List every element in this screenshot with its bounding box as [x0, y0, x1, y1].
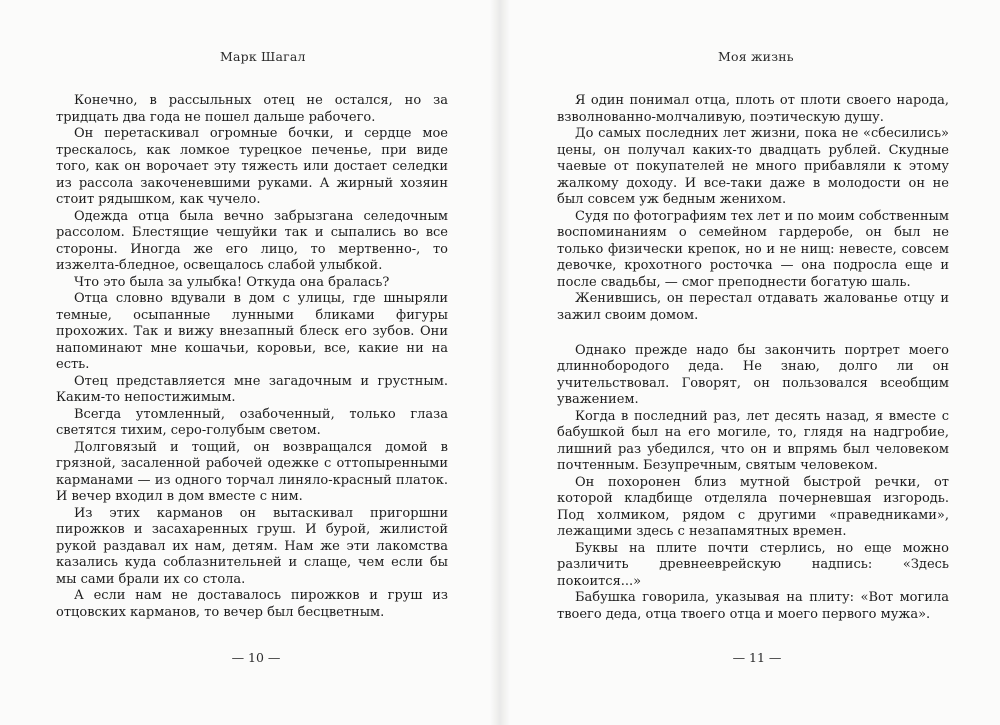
paragraph: До самых последних лет жизни, пока не «сбесились» цены, он получал каких-то двадцать рублей. Скудные чаевые от покупателей не много прибавляли к этому жалкому доходу. И все-таки даже в молодости он не был совсем уж бедным женихом. — [557, 126, 949, 207]
paragraph: Долговязый и тощий, он возвращался домой в грязной, засаленной рабочей одежке с оттопыренными карманами — из одного торчал линяло-красный платок. И вечер входил в дом вместе с ним. — [56, 439, 448, 504]
paragraph: Из этих карманов он вытаскивал пригоршни пирожков и засахаренных груш. И бурой, жилистой рукой раздавал их нам, детям. Нам же эти лакомства казались куда соблазнительней и слаще, чем если бы мы сами брали их со стола. — [56, 505, 448, 587]
paragraph: Отца словно вдували в дом с улицы, где шныряли темные, осыпанные лунными бликами фигуры прохожих. Так и вижу внезапный блеск его зубов. Они напоминают мне кошачьи, коровьи, все, какие ни на есть. — [56, 291, 448, 372]
paragraph: Однако прежде надо бы закончить портрет моего длиннобородого деда. Не знаю, долго ли он учительствовал. Говорят, он пользовался всеобщим уважением. — [557, 342, 949, 407]
paragraph: Он перетаскивал огромные бочки, и сердце мое трескалось, как ломкое турецкое печенье, при виде того, как он ворочает эту тяжесть или достает селедки из рассола закоченевшими руками. А жирный хозяин стоит рядышком, как чучело. — [56, 126, 448, 207]
running-head-title: Моя жизнь — [718, 49, 794, 64]
paragraph: Он похоронен близ мутной быстрой речки, от которой кладбище отделяла почерневшая изгородь. Под холмиком, рядом с другими «праведниками», лежащими здесь с незапамятных времен. — [557, 474, 949, 539]
paragraph: Отец представляется мне загадочным и грустным. Каким-то непостижимым. — [56, 373, 448, 405]
page-number: — 10 — — [231, 650, 281, 665]
right-page — [500, 0, 1000, 725]
paragraph: А если нам не доставалось пирожков и груш из отцовских карманов, то вечер был бесцветным. — [56, 588, 448, 620]
paragraph: Я один понимал отца, плоть от плоти своего народа, взволнованно-молчаливую, поэтическую душу. — [557, 93, 949, 125]
paragraph: Одежда отца была вечно забрызгана селедочным рассолом. Блестящие чешуйки так и сыпались во все стороны. Иногда же его лицо, то мертвенно-, то изжелта-бледное, освещалось слабой улыбкой. — [56, 208, 448, 273]
left-page-text — [56, 93, 448, 621]
paragraph: Конечно, в рассыльных отец не остался, но за тридцать два года не пошел дальше рабочего. — [56, 93, 448, 125]
page-number: — 11 — — [732, 650, 782, 665]
paragraph: Женившись, он перестал отдавать жалованье отцу и зажил своим домом. — [557, 291, 949, 323]
right-page-text — [557, 93, 949, 623]
paragraph: Когда в последний раз, лет десять назад, я вместе с бабушкой был на его могиле, то, глядя на надгробие, лишний раз убедился, что он и впрямь был человеком почтенным. Безупречным, святым человеком. — [557, 408, 949, 473]
paragraph: Всегда утомленный, озабоченный, только глаза светятся тихим, серо-голубым светом. — [56, 406, 448, 438]
paragraph: Бабушка говорила, указывая на плиту: «Вот могила твоего деда, отца твоего отца и моего первого мужа». — [557, 590, 949, 622]
book-spine-shadow — [490, 0, 510, 725]
running-head-author: Марк Шагал — [220, 49, 306, 64]
paragraph: Судя по фотографиям тех лет и по моим собственным воспоминаниям о семейном гардеробе, он был не только физически крепок, но и не нищ: невесте, совсем девочке, крохотного росточка — она подросла еще и после свадьбы, — смог преподнести богатую шаль. — [557, 208, 949, 290]
paragraph: Что это была за улыбка! Откуда она бралась? — [74, 274, 390, 290]
paragraph: Буквы на плите почти стерлись, но еще можно различить древнееврейскую надпись: «Здесь покоится...» — [557, 540, 949, 589]
